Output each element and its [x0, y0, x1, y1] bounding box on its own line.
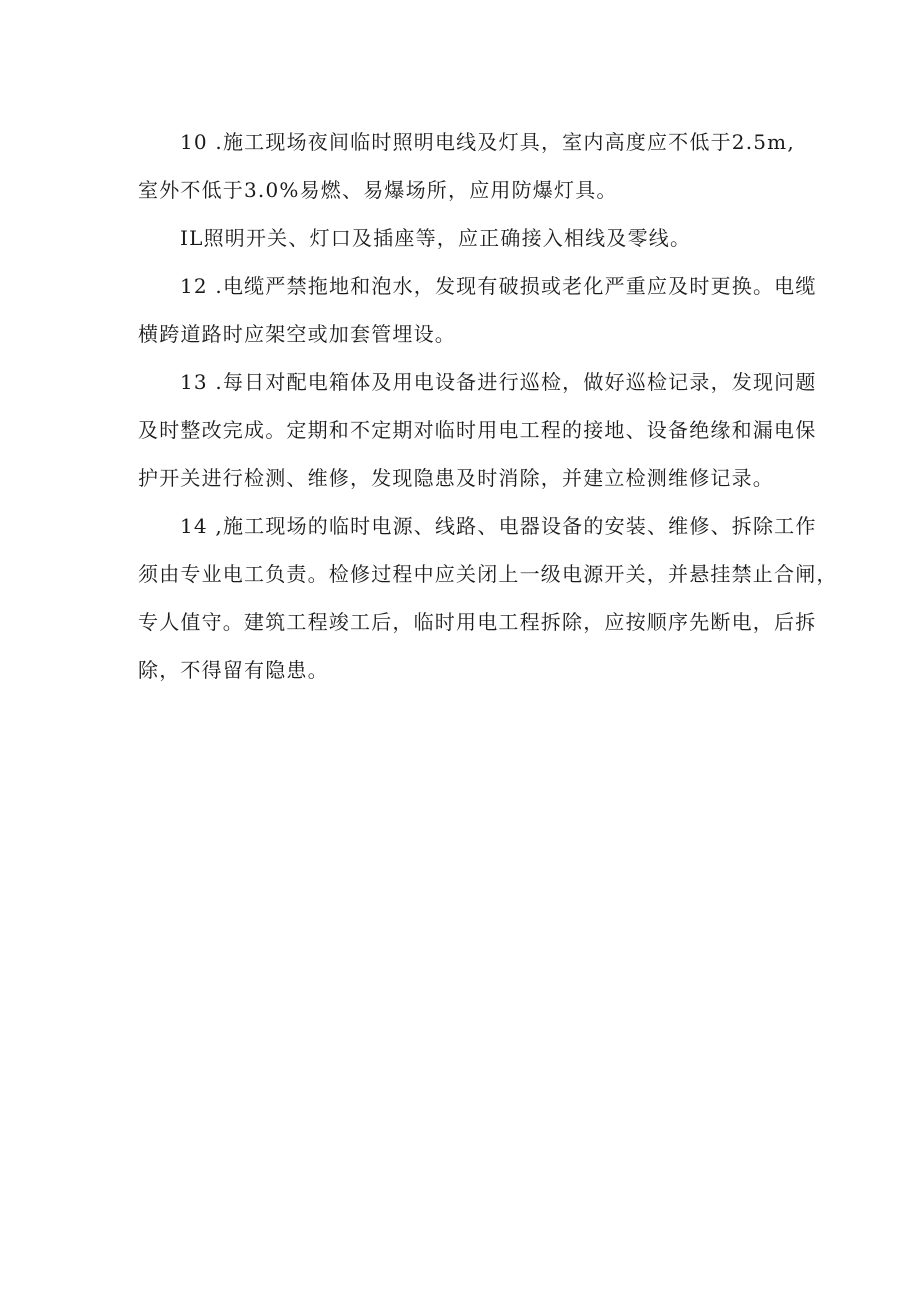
item-12-line-1: 12 .电缆严禁拖地和泡水，发现有破损或老化严重应及时更换。电缆	[180, 274, 817, 298]
item-10-line-2: 室外不低于3.0%易燃、易爆场所，应用防爆灯具。	[138, 178, 618, 202]
item-14-line-3: 专人值守。建筑工程竣工后，临时用电工程拆除，应按顺序先断电，后拆	[138, 610, 817, 634]
item-13-line-2: 及时整改完成。定期和不定期对临时用电工程的接地、设备绝缘和漏电保	[138, 418, 817, 442]
item-14-line-2: 须由专业电工负责。检修过程中应关闭上一级电源开关，并悬挂禁止合闸，	[138, 562, 838, 586]
item-10-line-1: 10 .施工现场夜间临时照明电线及灯具，室内高度应不低于2.5m,	[180, 130, 795, 154]
item-14-line-1: 14 ,施工现场的临时电源、线路、电器设备的安装、维修、拆除工作	[180, 514, 817, 538]
item-12-line-2: 横跨道路时应架空或加套管埋设。	[138, 322, 456, 346]
item-14-line-4: 除，不得留有隐患。	[138, 658, 329, 682]
item-11-line-1: IL照明开关、灯口及插座等，应正确接入相线及零线。	[180, 226, 692, 250]
item-13-line-1: 13 .每日对配电箱体及用电设备进行巡检，做好巡检记录，发现问题	[180, 370, 817, 394]
item-13-line-3: 护开关进行检测、维修，发现隐患及时消除，并建立检测维修记录。	[138, 466, 774, 490]
document-body	[138, 118, 838, 694]
